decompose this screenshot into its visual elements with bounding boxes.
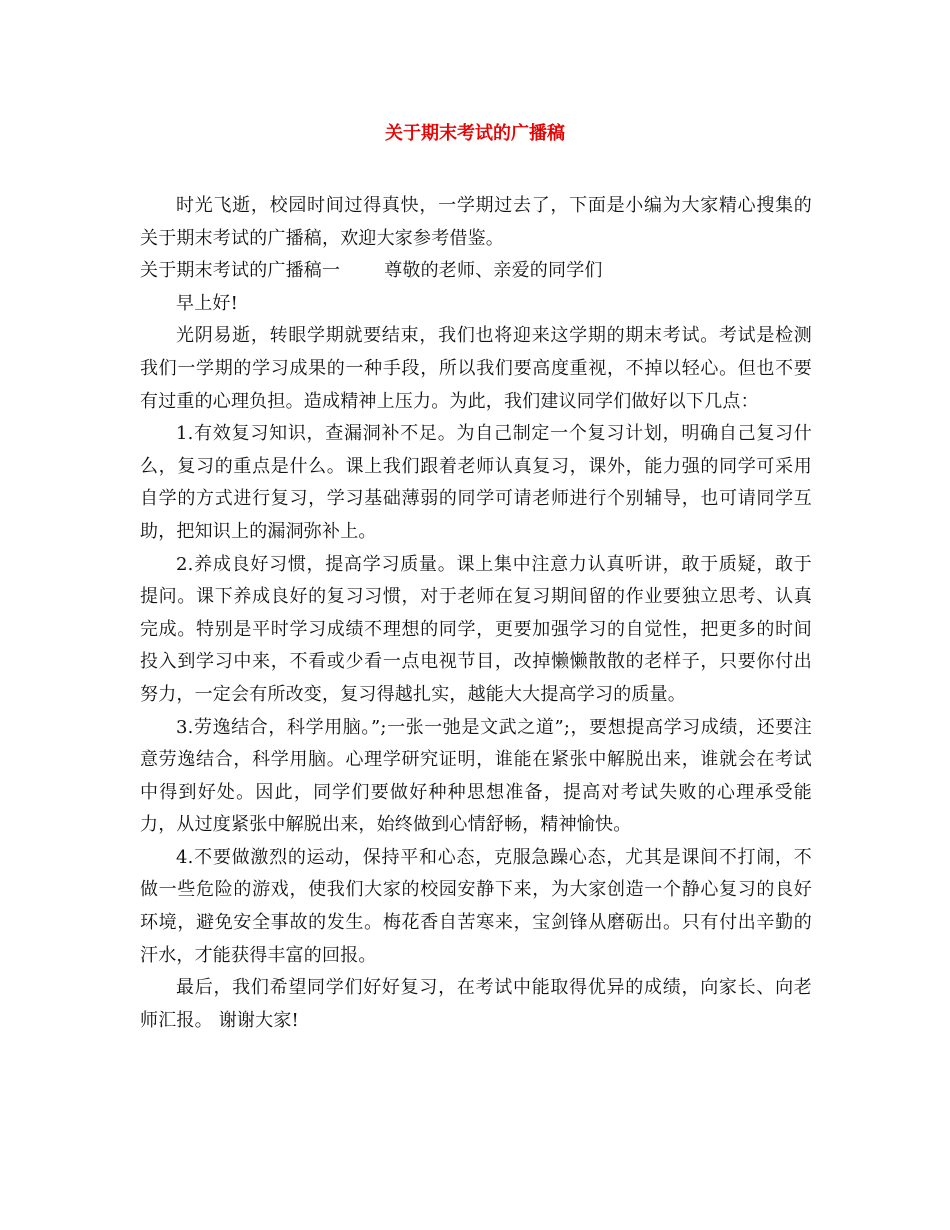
body-paragraph: 2.养成良好习惯，提高学习质量。课上集中注意力认真听讲，敢于质疑，敢于提问。课下养成良好的复习习惯，对于老师在复习期间留的作业要独立思考、认真完成。特别是平时学习成绩不理想的同学，更要加强学习的自觉性，把更多的时间投入到学习中来，不看或少看一点电视节目，改掉懒懒散散的老样子，只要你付出努力，一定会有所改变，复习得越扎实，越能大大提高学习的质量。 xyxy=(140,553,812,705)
salutation: 尊敬的老师、亲爱的同学们 xyxy=(384,260,603,282)
section-heading: 关于期末考试的广播稿一 xyxy=(140,260,341,282)
body-paragraph: 1.有效复习知识，查漏洞补不足。为自己制定一个复习计划，明确自己复习什么，复习的重点是什么。课上我们跟着老师认真复习，课外，能力强的同学可采用自学的方式进行复习，学习基础薄弱的同学可请老师进行个别辅导，也可请同学互助，把知识上的漏洞弥补上。 xyxy=(140,423,812,542)
document-body xyxy=(140,190,812,1037)
body-paragraph: 4.不要做激烈的运动，保持平和心态，克服急躁心态，尤其是课间不打闹，不做一些危险的游戏，使我们大家的校园安静下来，为大家创造一个静心复习的良好环境，避免安全事故的发生。梅花香自苦寒来，宝剑锋从磨砺出。只有付出辛勤的汗水，才能获得丰富的回报。 xyxy=(140,846,812,966)
closing-paragraph: 最后，我们希望同学们好好复习，在考试中能取得优异的成绩，向家长、向老师汇报。 谢谢大家! xyxy=(140,977,812,1031)
body-paragraph: 3.劳逸结合，科学用脑。”;一张一弛是文武之道”;，要想提高学习成绩，还要注意劳逸结合，科学用脑。心理学研究证明，谁能在紧张中解脱出来，谁就会在考试中得到好处。因此，同学们要做好种种思想准备，提高对考试失败的心理承受能力，从过度紧张中解脱出来，始终做到心情舒畅，精神愉快。 xyxy=(140,716,812,836)
intro-paragraph: 时光飞逝，校园时间过得真快，一学期过去了，下面是小编为大家精心搜集的关于期末考试的广播稿，欢迎大家参考借鉴。 xyxy=(140,195,812,249)
section-heading-line xyxy=(140,255,812,288)
body-paragraph: 光阴易逝，转眼学期就要结束，我们也将迎来这学期的期末考试。考试是检测我们一学期的学习成果的一种手段，所以我们要高度重视，不掉以轻心。但也不要有过重的心理负担。造成精神上压力。为此，我们建议同学们做好以下几点： xyxy=(140,325,812,412)
greeting: 早上好! xyxy=(176,292,239,314)
document-title: 关于期末考试的广播稿 xyxy=(385,123,565,144)
